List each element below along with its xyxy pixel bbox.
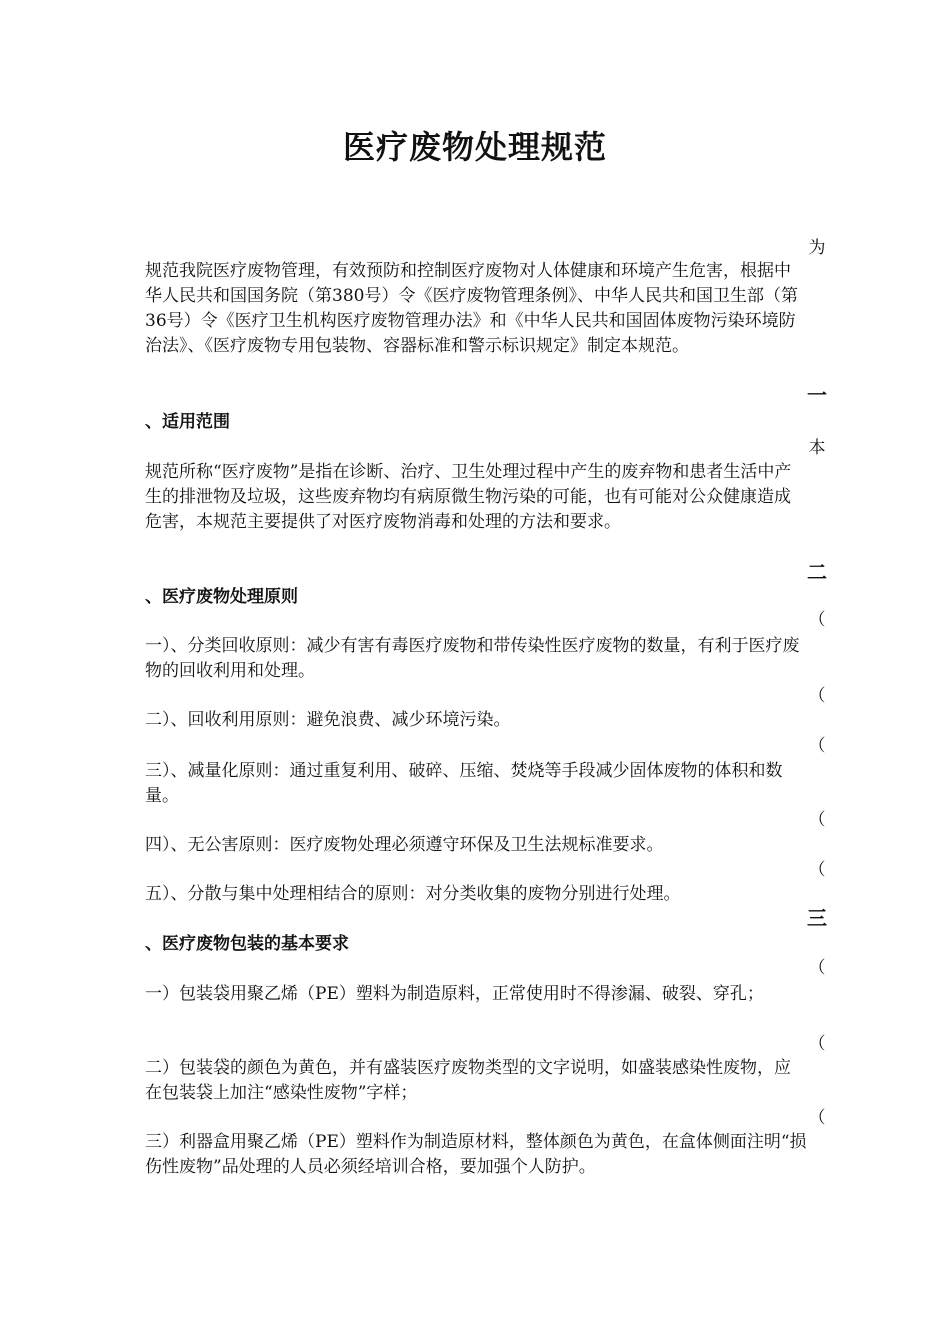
margin-char: 二 xyxy=(807,560,827,584)
section-paragraph: 二）、回收利用原则：避免浪费、减少环境污染。 xyxy=(145,710,511,730)
margin-char: 为 xyxy=(808,238,826,258)
section-paragraph: 三）、减量化原则：通过重复利用、破碎、压缩、焚烧等手段减少固体废物的体积和数量。 xyxy=(145,761,783,806)
section-paragraph: 二）包装袋的颜色为黄色，并有盛装医疗废物类型的文字说明，如盛装感染性废物，应在包装袋上加注“感染性废物”字样； xyxy=(145,1058,791,1103)
margin-char: （ xyxy=(808,958,826,978)
intro-paragraph: 规范我院医疗废物管理，有效预防和控制医疗废物对人体健康和环境产生危害，根据中华人民共和国国务院（第380号）令《医疗废物管理条例》、中华人民共和国卫生部（第36号）令《医疗卫生机构医疗废物管理办法》和《中华人民共和国固体废物污染环境防治法》、《医疗废物专用包装物、容器标准和警示标识规定》制定本规范。 xyxy=(145,261,798,356)
section-paragraph: 规范所称“医疗废物”是指在诊断、治疗、卫生处理过程中产生的废弃物和患者生活中产生的排泄物及垃圾，这些废弃物均有病原微生物污染的可能，也有可能对公众健康造成危害，本规范主要提供了对医疗废物消毒和处理的方法和要求。 xyxy=(145,462,792,532)
section-heading: 、医疗废物包装的基本要求 xyxy=(145,934,349,954)
margin-char: （ xyxy=(808,1034,826,1054)
margin-char: 一 xyxy=(807,383,827,407)
margin-char: （ xyxy=(808,610,826,630)
section-paragraph: 三）利器盒用聚乙烯（PE）塑料作为制造原材料，整体颜色为黄色，在盒体侧面注明“损伤性废物”品处理的人员必须经培训合格，要加强个人防护。 xyxy=(145,1132,807,1177)
section-paragraph: 一）包装袋用聚乙烯（PE）塑料为制造原料，正常使用时不得渗漏、破裂、穿孔； xyxy=(145,984,764,1004)
margin-char: （ xyxy=(808,1108,826,1128)
section-paragraph: 五）、分散与集中处理相结合的原则：对分类收集的废物分别进行处理。 xyxy=(145,884,681,904)
page-title: 医疗废物处理规范 xyxy=(342,128,607,166)
section-paragraph: 一）、分类回收原则：减少有害有毒医疗废物和带传染性医疗废物的数量，有利于医疗废物的回收利用和处理。 xyxy=(145,636,800,681)
margin-char: （ xyxy=(808,736,826,756)
section-paragraph: 四）、无公害原则：医疗废物处理必须遵守环保及卫生法规标准要求。 xyxy=(145,835,664,855)
margin-char: 三 xyxy=(807,906,827,930)
margin-char: 本 xyxy=(808,438,826,458)
margin-char: （ xyxy=(808,810,826,830)
section-heading: 、适用范围 xyxy=(145,412,230,432)
margin-char: （ xyxy=(808,860,826,880)
section-heading: 、医疗废物处理原则 xyxy=(145,587,298,607)
margin-char: （ xyxy=(808,686,826,706)
